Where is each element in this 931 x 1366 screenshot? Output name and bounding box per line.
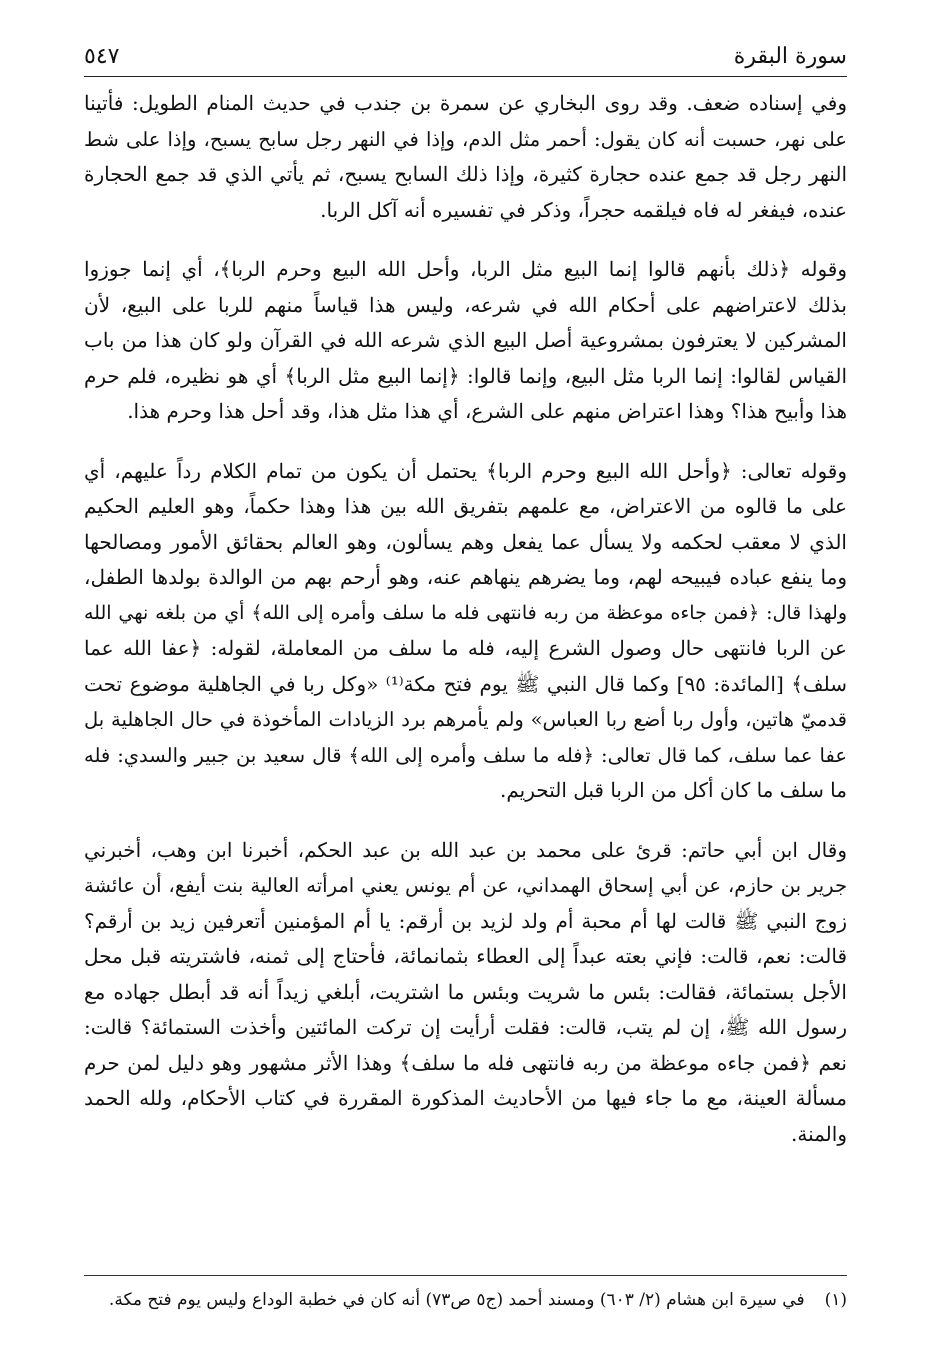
text-line: الأجل بستمائة، فقالت: بئس ما شريت وبئس ما اشتريت، أبلغي زيداً أنه قد أبطل جهاده مع — [84, 979, 847, 1004]
text-line: عنده، فيفغر له فاه فيلقمه حجراً، وذكر في تفسيره أنه آكل الربا. — [320, 197, 847, 222]
text-line: النهر رجل قد جمع عنده حجارة كثيرة، وإذا ذلك السابح يسبح، ثم يأتي الذي قد جمع الحجارة — [84, 162, 847, 186]
text-line: ما سلف ما كان أكل من الربا قبل التحريم. — [500, 778, 847, 802]
text-line: نعم ﴿فمن جاءه موعظة من ربه فانتهى فله ما سلف﴾ وهذا الأثر مشهور وهو دليل لمن حرم — [84, 1050, 847, 1075]
text-line: بذلك لاعتراضهم على أحكام الله في شرعه، وليس هذا قياساً منهم للربا على البيع، لأن — [84, 292, 847, 317]
text-line: زوج النبي ﷺ قالت لها أم محبة أم ولد لزيد بن أرقم: يا أم المؤمنين أتعرفين زيد بن أرقم؟ — [84, 908, 847, 933]
text-line: والمنة. — [791, 1121, 847, 1146]
text-line: قدميّ هاتين، وأول ربا أضع ربا العباس» ولم يأمرهم برد الزيادات المأخوذة في حال الجاهلية بل — [84, 708, 847, 731]
footnote-marker: (١) — [824, 1290, 847, 1310]
footnote-divider — [84, 1275, 847, 1276]
text-line: قالت: نعم، قالت: فإني بعته عبداً إلى العطاء بثمانمائة، فأحتاج إلى ثمنه، فاشتريته قبل محل — [84, 944, 847, 968]
paragraph — [84, 252, 847, 430]
page-body — [84, 86, 847, 1176]
text-line: القياس لقالوا: إنما الربا مثل البيع، وإنما قالوا: ﴿إنما البيع مثل الربا﴾ أي هو نظيره، فلم حرم — [84, 363, 847, 388]
footnote-text: في سيرة ابن هشام (٢/ ٦٠٣) ومسند أحمد (ج٥ ص٧٣) أنه كان في خطبة الوداع وليس يوم فتح مكة. — [108, 1290, 805, 1310]
text-line: رسول الله ﷺ، إن لم يتب، قالت: فقلت أرأيت إن تركت المائتين وأخذت الستمائة؟ قالت: — [84, 1015, 847, 1039]
footnote — [84, 1286, 847, 1314]
text-line: وقوله تعالى: ﴿وأحل الله البيع وحرم الربا﴾ يحتمل أن يكون من تمام الكلام رداً عليهم، أي — [84, 458, 847, 483]
text-line: جرير بن حازم، عن أبي إسحاق الهمداني، عن أم يونس يعني امرأته العالية بنت أيفع، أن عائشة — [84, 874, 847, 897]
paragraph — [84, 86, 847, 228]
text-line: هذا وأبيح هذا؟ وهذا اعتراض منهم على الشرع، أي هذا مثل هذا، وقد أحل هذا وحرم هذا. — [127, 399, 847, 423]
paragraph — [84, 833, 847, 1153]
text-line: وما ينفع عباده فيبيحه لهم، وما يضرهم ينهاهم عنه، وهو أرحم بهم من الوالدة بولدها الطفل، — [84, 565, 847, 589]
text-line: مسألة العينة، مع ما جاء فيها من الأحاديث المذكورة المقررة في كتاب الأحكام، ولله الحمد — [84, 1086, 847, 1110]
text-line: على ما قالوه من الاعتراض، مع علمهم بتفريق الله بين هذا وهذا حكماً، وهو العليم الحكيم — [84, 494, 847, 518]
paragraph — [84, 454, 847, 809]
text-line: على نهر، حسبت أنه كان يقول: أحمر مثل الدم، وإذا في النهر رجل سابح يسبح، وإذا على شط — [84, 127, 847, 151]
text-line: عن الربا فانتهى حال وصول الشرع إليه، فله ما سلف من المعاملة، لقوله: ﴿عفا الله عما — [84, 636, 847, 660]
text-line: عفا عما سلف، كما قال تعالى: ﴿فله ما سلف وأمره إلى الله﴾ قال سعيد بن جبير والسدي: فله — [84, 743, 847, 767]
text-line: سلف﴾ [المائدة: ٩٥] وكما قال النبي ﷺ يوم فتح مكة⁽¹⁾ «وكل ربا في الجاهلية موضوع تحت — [84, 671, 847, 696]
text-line: وفي إسناده ضعف. وقد روى البخاري عن سمرة بن جندب في حديث المنام الطويل: فأتينا — [84, 91, 847, 115]
text-line: وقال ابن أبي حاتم: قرئ على محمد بن عبد الله بن عبد الحكم، أخبرنا ابن وهب، أخبرني — [84, 837, 847, 862]
text-line: وقوله ﴿ذلك بأنهم قالوا إنما البيع مثل الربا، وأحل الله البيع وحرم الربا﴾، أي إنما جوزوا — [84, 257, 847, 281]
surah-title: سورة البقرة — [733, 44, 847, 69]
text-line: ولهذا قال: ﴿فمن جاءه موعظة من ربه فانتهى فله ما سلف وأمره إلى الله﴾ أي من بلغه نهي الله — [84, 601, 847, 624]
page-number: ٥٤٧ — [84, 44, 120, 69]
text-line: المشركين لا يعترفون بمشروعية أصل البيع الذي شرعه الله في القرآن ولو كان هذا من باب — [84, 328, 847, 352]
page-header — [84, 36, 847, 77]
text-line: الذي لا معقب لحكمه ولا يسأل عما يفعل وهم يسألون، وهو العالم بحقائق الأمور ومصالحها — [84, 529, 847, 554]
